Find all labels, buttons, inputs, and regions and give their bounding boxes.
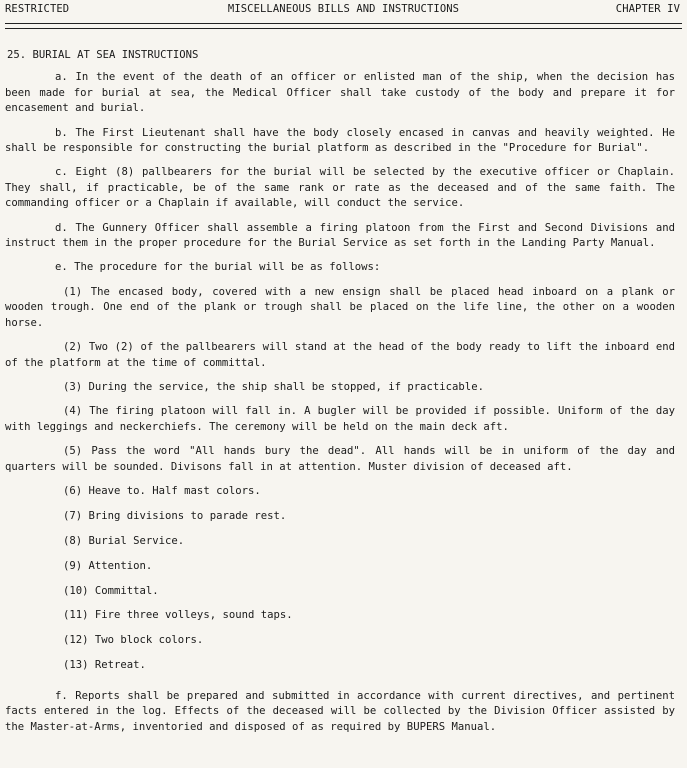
procedure-step-5: (5) Pass the word "All hands bury the dead". All hands will be in uniform of the day and quarters will be sounded. Divisons fall in at attention. Muster division of deceased aft. (5, 445, 675, 473)
procedure-step-3: (3) During the service, the ship shall be stopped, if practicable. (63, 380, 484, 393)
section-title: 25. BURIAL AT SEA INSTRUCTIONS (7, 49, 199, 61)
procedure-step-11: (11) Fire three volleys, sound taps. (63, 609, 293, 622)
document-body (5, 48, 675, 744)
header-rule-thin (5, 28, 682, 29)
procedure-step-2: (2) Two (2) of the pallbearers will stand at the head of the body ready to lift the inboard end of the platform at the time of committal. (5, 341, 675, 369)
procedure-step-4: (4) The firing platoon will fall in. A bugler will be provided if possible. Uniform of the day with leggings and neckerchiefs. The ceremony will be held on the main deck aft. (5, 405, 675, 433)
paragraph-f: f. Reports shall be prepared and submitted in accordance with current directives, and pertinent facts entered in the log. Effects of the deceased will be collected by the Division Officer assisted by the Master-at-Arms, inventoried and disposed of as required by BUPERS Manual. (5, 689, 675, 733)
classification-label: RESTRICTED (5, 3, 70, 15)
procedure-step-9: (9) Attention. (63, 559, 153, 572)
procedure-step-7: (7) Bring divisions to parade rest. (63, 509, 287, 522)
chapter-label: CHAPTER IV (615, 3, 680, 15)
procedure-step-13: (13) Retreat. (63, 659, 146, 672)
procedure-step-10: (10) Committal. (63, 584, 159, 597)
procedure-step-12: (12) Two block colors. (63, 634, 204, 647)
header-title: MISCELLANEOUS BILLS AND INSTRUCTIONS (227, 3, 460, 15)
paragraph-b: b. The First Lieutenant shall have the body closely encased in canvas and heavily weighted. He shall be responsible for constructing the burial platform as described in the "Procedure for Burial". (5, 126, 675, 155)
paragraph-a: a. In the event of the death of an officer or enlisted man of the ship, when the decision has been made for burial at sea, the Medical Officer shall take custody of the body and prepare it for encasement and burial. (5, 71, 675, 115)
paragraph-c: c. Eight (8) pallbearers for the burial will be selected by the executive officer or Chaplain. They shall, if practicable, be of the same rank or rate as the deceased and of the same faith. The commanding officer or a Chaplain if available, will conduct the service. (5, 166, 675, 210)
procedure-step-1: (1) The encased body, covered with a new ensign shall be placed head inboard on a plank or wooden trough. One end of the plank or trough shall be placed on the life line, the other on a wooden horse. (5, 285, 675, 329)
page-header (5, 3, 682, 17)
procedure-step-6: (6) Heave to. Half mast colors. (63, 484, 261, 497)
header-rule-thick (5, 23, 682, 24)
procedure-step-8: (8) Burial Service. (63, 534, 185, 547)
paragraph-d: d. The Gunnery Officer shall assemble a firing platoon from the First and Second Divisions and instruct them in the proper procedure for the Burial Service as set forth in the Landing Party Manual. (5, 221, 675, 250)
paragraph-e: e. The procedure for the burial will be as follows: (55, 261, 381, 274)
